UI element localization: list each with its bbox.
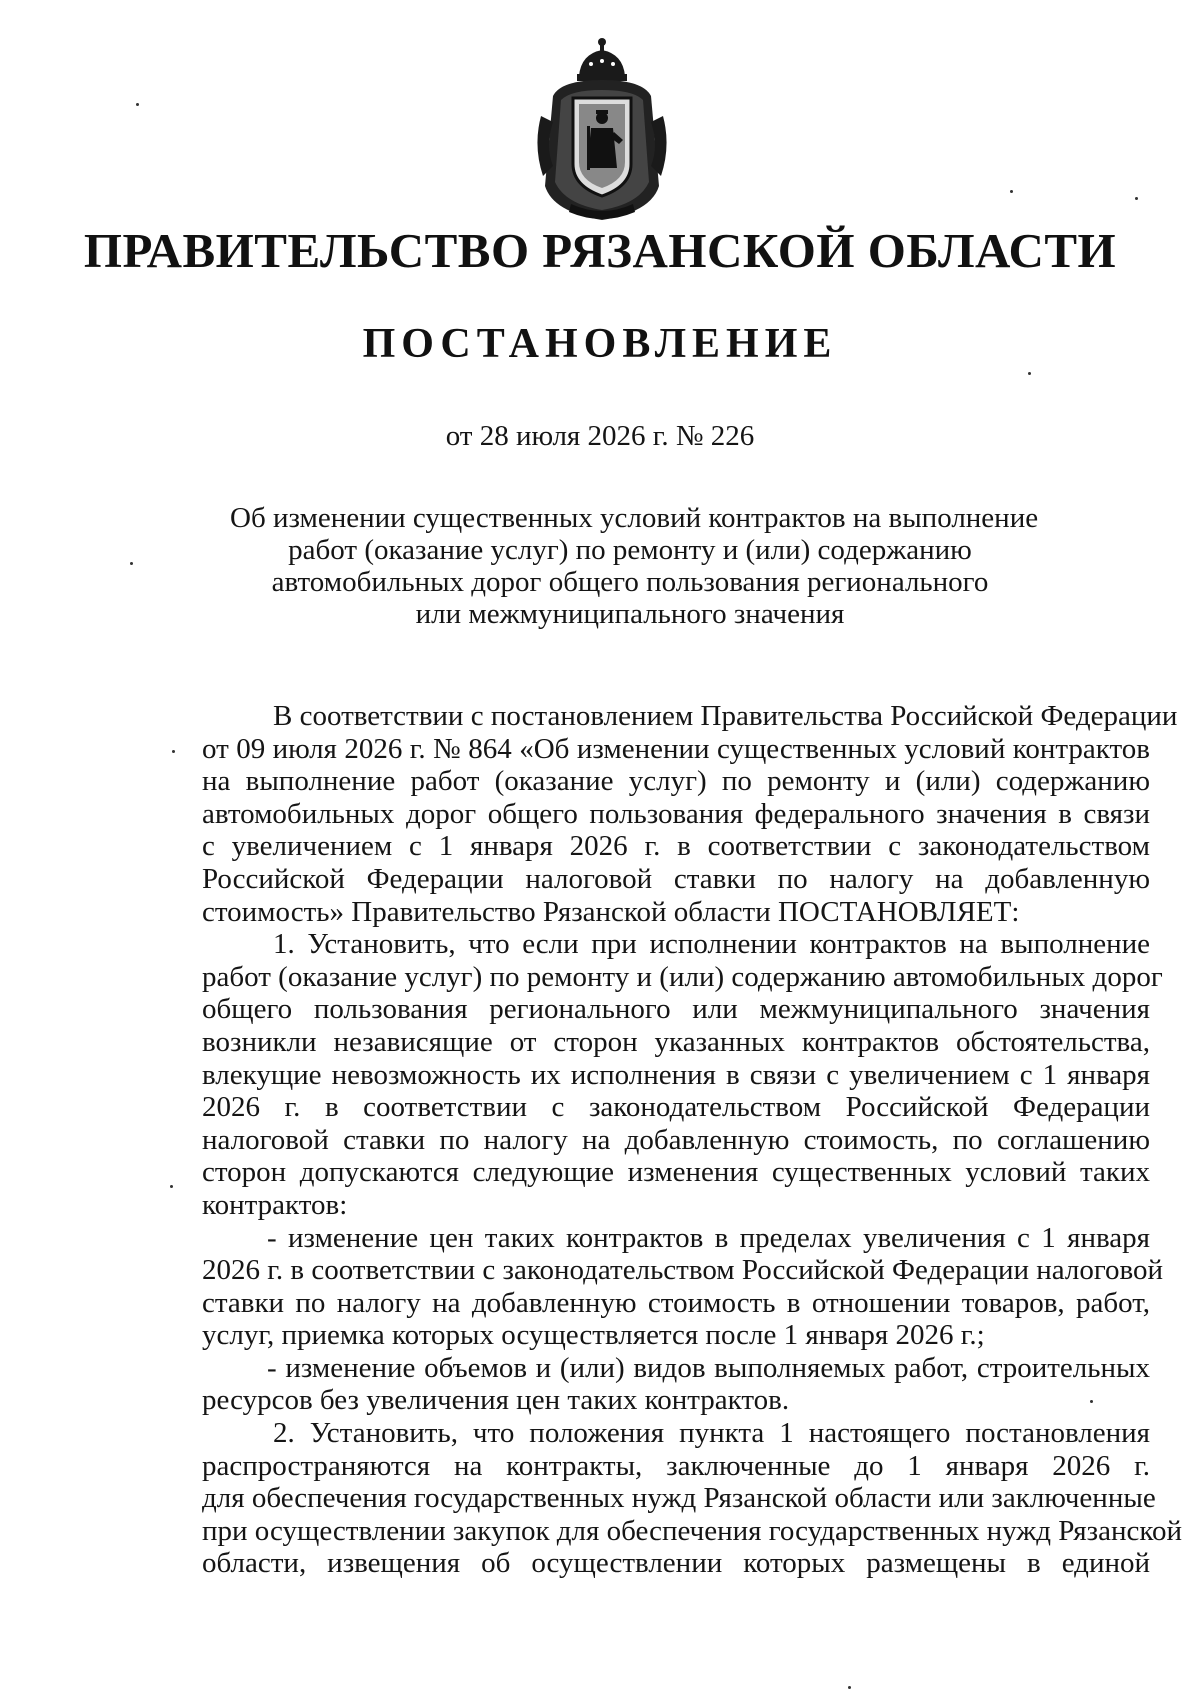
scan-speck	[172, 750, 175, 753]
preamble-line: с увеличением с 1 января 2026 г. в соответствии с законодательством	[202, 830, 1150, 863]
document-subject	[230, 502, 1039, 630]
preamble-line: В соответствии с постановлением Правительства Российской Федерации	[273, 700, 1178, 732]
item2-line: 2. Установить, что положения пункта 1 настоящего постановления	[273, 1417, 1150, 1450]
item1-line: налоговой ставки по налогу на добавленную стоимость, по соглашению	[202, 1123, 1150, 1156]
bullet1-line: услуг, приемка которых осуществляется после 1 января 2026 г.;	[202, 1319, 985, 1352]
item1-line: контрактов:	[202, 1188, 348, 1221]
item1-line: работ (оказание услуг) по ремонту и (или) содержанию автомобильных дорог	[202, 960, 1163, 993]
item2-line: области, извещения об осуществлении которых размещены в единой	[202, 1547, 1150, 1580]
scan-speck	[1028, 372, 1031, 375]
item1-line: сторон допускаются следующие изменения существенных условий таких	[202, 1156, 1150, 1189]
item2-line: распространяются на контракты, заключенные до 1 января 2026 г.	[202, 1449, 1150, 1482]
item1-line: общего пользования регионального или межмуниципального значения	[202, 993, 1150, 1026]
scan-speck	[1090, 1400, 1093, 1403]
preamble-line: стоимость» Правительство Рязанской области ПОСТАНОВЛЯЕТ:	[202, 895, 1020, 928]
bullet2-line: ресурсов без увеличения цен таких контрактов.	[202, 1384, 790, 1417]
subject-line: работ (оказание услуг) по ремонту и (или) содержанию	[288, 534, 972, 566]
subject-line: Об изменении существенных условий контрактов на выполнение	[230, 502, 1039, 534]
item1-line: влекущие невозможность их исполнения в связи с увеличением с 1 января	[202, 1058, 1150, 1091]
document-type: ПОСТАНОВЛЕНИЕ	[362, 321, 838, 367]
scan-speck	[170, 1185, 173, 1188]
preamble-line: Российской Федерации налоговой ставки по налогу на добавленную	[202, 862, 1150, 895]
item2-line: для обеспечения государственных нужд Рязанской области или заключенные	[202, 1482, 1156, 1515]
item1-line: 1. Установить, что если при исполнении контрактов на выполнение	[273, 928, 1150, 961]
preamble-line: от 09 июля 2026 г. № 864 «Об изменении существенных условий контрактов	[202, 732, 1150, 765]
bullet1-line: ставки по налогу на добавленную стоимость в отношении товаров, работ,	[202, 1286, 1150, 1319]
subject-line: или межмуниципального значения	[415, 598, 845, 630]
government-title: ПРАВИТЕЛЬСТВО РЯЗАНСКОЙ ОБЛАСТИ	[83, 223, 1117, 278]
ryazan-coat-of-arms-icon	[531, 36, 673, 224]
scan-speck	[136, 103, 139, 106]
subject-line: автомобильных дорог общего пользования регионального	[271, 566, 989, 598]
scan-speck	[130, 562, 133, 565]
scan-speck	[1010, 190, 1013, 193]
bullet1-line: 2026 г. в соответствии с законодательством Российской Федерации налоговой	[202, 1254, 1164, 1287]
item2-line: при осуществлении закупок для обеспечения государственных нужд Рязанской	[202, 1514, 1182, 1547]
preamble-line: на выполнение работ (оказание услуг) по ремонту и (или) содержанию	[202, 765, 1150, 798]
document-body	[202, 700, 1182, 1580]
bullet1-line: - изменение цен таких контрактов в пределах увеличения с 1 января	[267, 1221, 1150, 1254]
document-date-number: от 28 июля 2026 г. № 226	[445, 420, 755, 452]
scan-speck	[1135, 197, 1138, 200]
item1-line: возникли независящие от сторон указанных контрактов обстоятельства,	[202, 1025, 1150, 1058]
scan-speck	[848, 1686, 851, 1689]
item1-line: 2026 г. в соответствии с законодательством Российской Федерации	[202, 1091, 1150, 1124]
bullet2-line: - изменение объемов и (или) видов выполняемых работ, строительных	[267, 1351, 1150, 1384]
preamble-line: автомобильных дорог общего пользования федерального значения в связи	[202, 797, 1150, 830]
